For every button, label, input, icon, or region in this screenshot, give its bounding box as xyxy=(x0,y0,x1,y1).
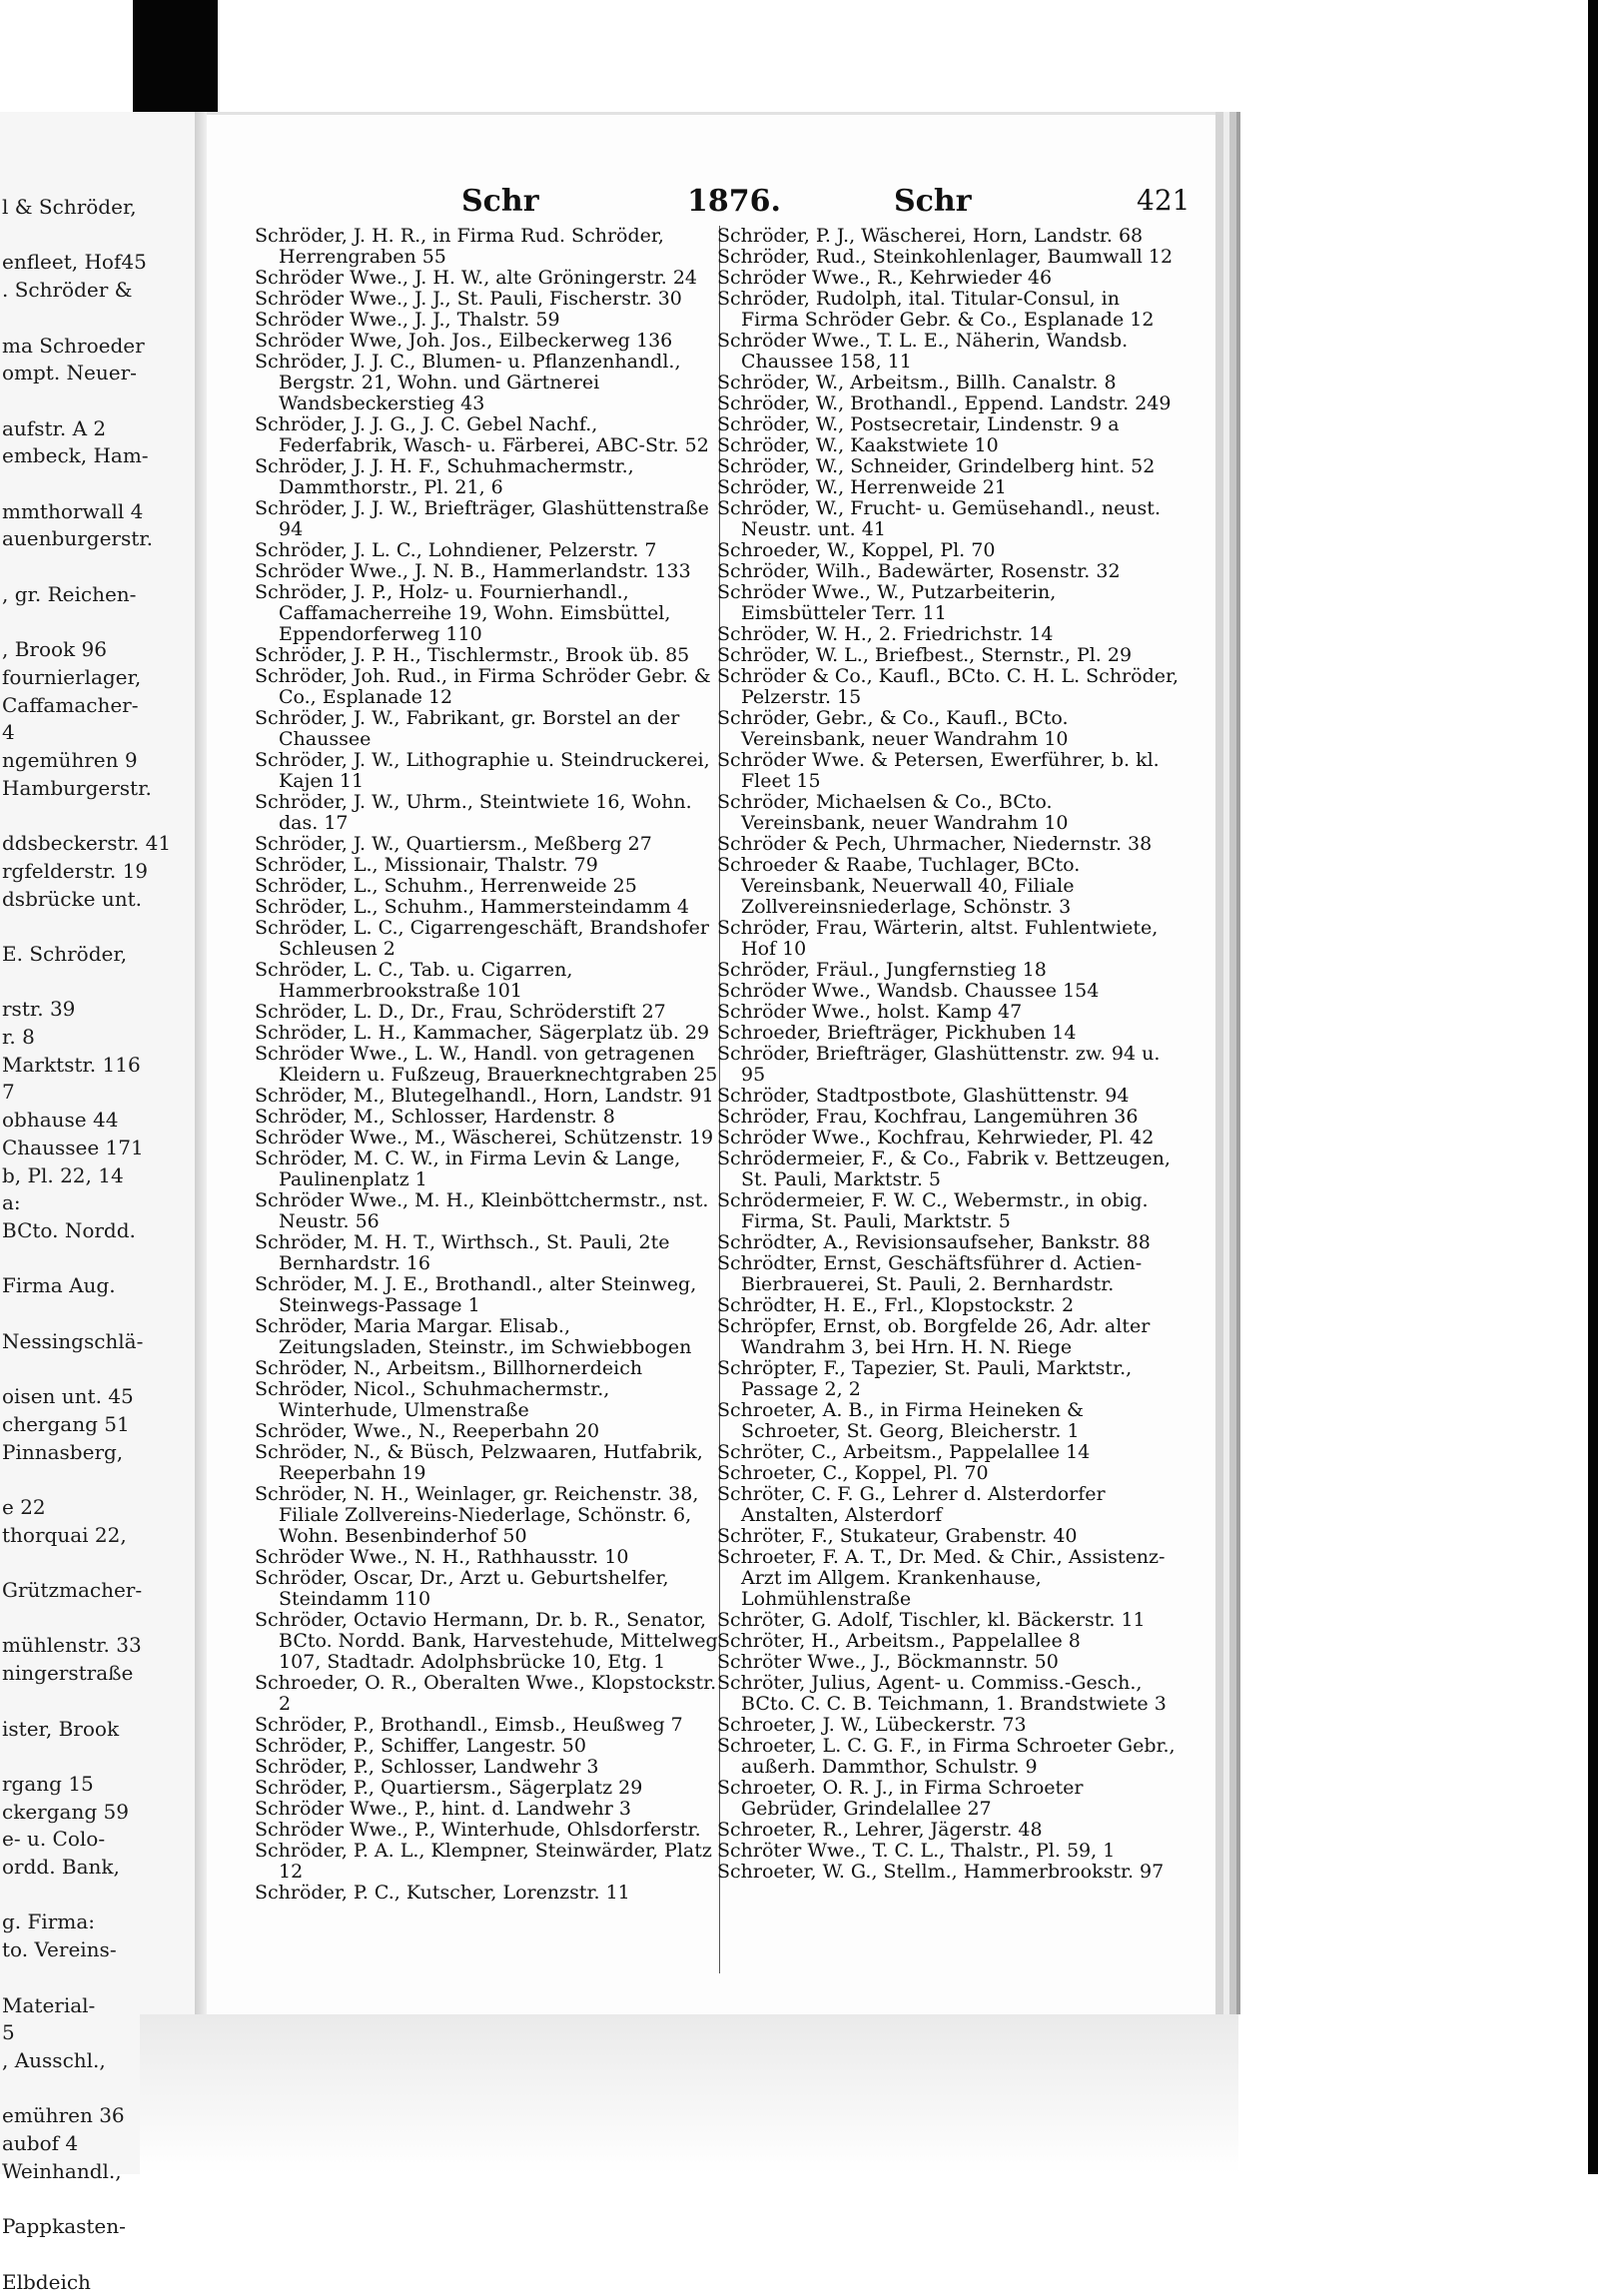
previous-page-line: embeck, Ham- xyxy=(2,443,149,468)
previous-page-line: Material- xyxy=(2,1992,96,2017)
page-edge-4 xyxy=(1236,112,1240,2014)
directory-entry: Schröder, L. C., Tab. u. Cigarren, Hammerbrookstraße 101 xyxy=(255,959,573,1002)
directory-entry: Schrödter, A., Revisionsaufseher, Bankstr. 88 xyxy=(717,1231,1151,1253)
directory-entry: Schroeter, A. B., in Firma Heineken & Schroeter, St. Georg, Bleicherstr. 1 xyxy=(717,1399,1084,1442)
directory-entry: Schröder Wwe., W., Putzarbeiterin, Eimsbütteler Terr. 11 xyxy=(717,581,1057,624)
directory-entry: Schröder, W., Herrenweide 21 xyxy=(717,476,1007,498)
previous-page-line: 5 xyxy=(2,2020,15,2045)
directory-entry: Schröder, Gebr., & Co., Kaufl., BCto. Vereinsbank, neuer Wandrahm 10 xyxy=(717,707,1069,750)
previous-page-line: Nessingschlä- xyxy=(2,1328,144,1353)
running-head-year: 1876. xyxy=(687,184,781,219)
previous-page-line: ckergang 59 xyxy=(2,1799,129,1824)
directory-entry: Schröder, Stadtpostbote, Glashüttenstr. 94 xyxy=(717,1085,1130,1107)
previous-page-line: aubof 4 xyxy=(2,2131,79,2155)
directory-entry: Schröder, W., Schneider, Grindelberg hint. 52 xyxy=(717,455,1156,477)
directory-entry: Schröder, M., Blutegelhandl., Horn, Landstr. 91 xyxy=(255,1085,714,1107)
previous-page-line: , gr. Reichen- xyxy=(2,581,137,606)
directory-entry: Schröder, J. P. H., Tischlermstr., Brook üb. 85 xyxy=(255,644,690,666)
directory-entry: Schroeter, R., Lehrer, Jägerstr. 48 xyxy=(717,1819,1043,1841)
directory-entry: Schröder, N., Arbeitsm., Billhornerdeich xyxy=(255,1357,643,1379)
directory-entry: Schröder Wwe., J. N. B., Hammerlandstr. 133 xyxy=(255,560,691,582)
directory-entry: Schröder, L. D., Dr., Frau, Schröderstift 27 xyxy=(255,1001,666,1023)
directory-entry: Schröder, Michaelsen & Co., BCto. Vereinsbank, neuer Wandrahm 10 xyxy=(717,791,1069,834)
directory-entry: Schröder Wwe., L. W., Handl. von getragenen Kleidern u. Fußzeug, Brauerknechtgraben 25 xyxy=(255,1043,718,1086)
previous-page-line: mühlenstr. 33 xyxy=(2,1633,142,1658)
previous-page-line: ompt. Neuer- xyxy=(2,361,137,385)
previous-page-line: e 22 xyxy=(2,1494,46,1519)
previous-page-line: BCto. Nordd. xyxy=(2,1217,136,1242)
directory-entry: Schröter, Julius, Agent- u. Commiss.-Gesch., BCto. C. C. B. Teichmann, 1. Brandstwiete 3 xyxy=(717,1672,1167,1715)
directory-entry: Schröder, Nicol., Schuhmachermstr., Winterhude, Ulmenstraße xyxy=(255,1378,610,1421)
directory-entry: Schröter, F., Stukateur, Grabenstr. 40 xyxy=(717,1525,1078,1547)
previous-page-line: obhause 44 xyxy=(2,1108,119,1133)
directory-entry: Schröder, M. C. W., in Firma Levin & Lange, Paulinenplatz 1 xyxy=(255,1148,681,1190)
directory-entry: Schröder, Frau, Kochfrau, Langemühren 36 xyxy=(717,1106,1139,1128)
directory-entry: Schröder, Frau, Wärterin, altst. Fuhlentwiete, Hof 10 xyxy=(717,917,1159,960)
directory-entry: Schröder, W., Arbeitsm., Billh. Canalstr. 8 xyxy=(717,372,1117,393)
directory-entry: Schröder, J. J. G., J. C. Gebel Nachf., Federfabrik, Wasch- u. Färberei, ABC-Str. 52 xyxy=(255,413,709,456)
previous-page-line: enfleet, Hof45 xyxy=(2,250,147,275)
directory-entry: Schröder, P. A. L., Klempner, Steinwärder, Platz 12 xyxy=(255,1840,712,1883)
directory-entry: Schröder Wwe., P., Winterhude, Ohlsdorferstr. xyxy=(255,1819,701,1841)
previous-page-line: chergang 51 xyxy=(2,1411,130,1436)
directory-entry: Schröder, P., Brothandl., Eimsb., Heußweg 7 xyxy=(255,1714,683,1736)
directory-entry: Schröder, L. H., Kammacher, Sägerplatz üb. 29 xyxy=(255,1022,710,1044)
previous-page-line: dsbrücke unt. xyxy=(2,886,142,911)
directory-entry: Schröder, Briefträger, Glashüttenstr. zw. 94 u. 95 xyxy=(717,1043,1161,1086)
previous-page-line: ningerstraße xyxy=(2,1661,134,1686)
directory-entry: Schröder, Oscar, Dr., Arzt u. Geburtshelfer, Steindamm 110 xyxy=(255,1567,669,1610)
previous-page-line: b, Pl. 22, 14 xyxy=(2,1162,124,1187)
directory-entry: Schroeter, F. A. T., Dr. Med. & Chir., Assistenz-Arzt im Allgem. Krankenhause, Lohmühlenstraße xyxy=(717,1546,1166,1610)
previous-page-line: Weinhandl., xyxy=(2,2158,122,2183)
previous-page-line: Pinnasberg, xyxy=(2,1439,124,1464)
directory-entry: Schröder, Wwe., N., Reeperbahn 20 xyxy=(255,1420,600,1442)
directory-entry: Schröder Wwe., Wandsb. Chaussee 154 xyxy=(717,980,1100,1002)
directory-entry: Schrödermeier, F. W. C., Webermstr., in obig. Firma, St. Pauli, Marktstr. 5 xyxy=(717,1189,1149,1232)
directory-entry: Schröder, J. L. C., Lohndiener, Pelzerstr. 7 xyxy=(255,539,657,561)
previous-page-line: Hamburgerstr. xyxy=(2,775,152,800)
previous-page-line: oisen unt. 45 xyxy=(2,1384,134,1409)
previous-page-line: fournierlager, xyxy=(2,664,142,689)
directory-entry: Schröder Wwe, Joh. Jos., Eilbeckerweg 136 xyxy=(255,330,673,352)
directory-entry: Schröder, W., Postsecretair, Lindenstr. 9 a xyxy=(717,413,1120,435)
directory-entry: Schröter, C. F. G., Lehrer d. Alsterdorfer Anstalten, Alsterdorf xyxy=(717,1483,1106,1526)
directory-entry: Schroeter, J. W., Lübeckerstr. 73 xyxy=(717,1714,1027,1736)
directory-entry: Schröder, J. W., Quartiersm., Meßberg 27 xyxy=(255,833,652,855)
previous-page-line: r. 8 xyxy=(2,1025,35,1049)
previous-page-fragment xyxy=(0,112,197,2294)
previous-page-line: rgang 15 xyxy=(2,1771,94,1796)
previous-page-line: to. Vereins- xyxy=(2,1937,117,1962)
running-head-right-keyword: Schr xyxy=(894,184,972,219)
previous-page-line: 4 xyxy=(2,720,15,745)
directory-entry: Schroeder, Briefträger, Pickhuben 14 xyxy=(717,1022,1077,1044)
directory-entry: Schröder, W., Kaakstwiete 10 xyxy=(717,434,999,456)
directory-entry: Schröder, N., & Büsch, Pelzwaaren, Hutfabrik, Reeperbahn 19 xyxy=(255,1441,703,1484)
page-edge-3 xyxy=(1229,112,1236,2014)
previous-page-line: Elbdeich xyxy=(2,2269,91,2294)
directory-entry: Schroeder, O. R., Oberalten Wwe., Klopstockstr. 2 xyxy=(255,1672,717,1715)
previous-page-line: ma Schroeder xyxy=(2,333,145,358)
directory-entry: Schröder Wwe., J. J., Thalstr. 59 xyxy=(255,309,560,331)
directory-entry: Schröder, N. H., Weinlager, gr. Reichenstr. 38, Filiale Zollvereins-Niederlage, Schönstr. 6, Wohn. Besenbinderhof 50 xyxy=(255,1483,699,1547)
previous-page-line: Marktstr. 116 xyxy=(2,1052,141,1077)
directory-entry: Schröder, J. J. H. F., Schuhmachermstr., Dammthorstr., Pl. 21, 6 xyxy=(255,455,634,498)
directory-entry: Schröder, W. H., 2. Friedrichstr. 14 xyxy=(717,623,1054,645)
directory-entry: Schröder, M. J. E., Brothandl., alter Steinweg, Steinwegs-Passage 1 xyxy=(255,1273,697,1316)
previous-page-line: Chaussee 171 xyxy=(2,1135,144,1159)
directory-entry: Schröder Wwe., T. L. E., Näherin, Wandsb. Chaussee 158, 11 xyxy=(717,330,1129,373)
directory-entry: Schröder, P., Schiffer, Langestr. 50 xyxy=(255,1735,586,1757)
directory-entry: Schröder, L. C., Cigarrengeschäft, Brandshofer Schleusen 2 xyxy=(255,917,709,960)
previous-page-line: Firma Aug. xyxy=(2,1273,116,1298)
directory-entry: Schrödter, Ernst, Geschäftsführer d. Actien-Bierbrauerei, St. Pauli, 2. Bernhardstr. xyxy=(717,1252,1143,1295)
previous-page-line: a: xyxy=(2,1190,21,1215)
directory-entry: Schröder, Octavio Hermann, Dr. b. R., Senator, BCto. Nordd. Bank, Harvestehude, Mittelweg 107, Stadtadr. Adolphsbrücke 10, Etg. 1 xyxy=(255,1609,718,1673)
directory-entry: Schröder, W., Brothandl., Eppend. Landstr. 249 xyxy=(717,392,1172,414)
directory-entry: Schröder, P. C., Kutscher, Lorenzstr. 11 xyxy=(255,1882,630,1904)
directory-entry: Schröter Wwe., J., Böckmannstr. 50 xyxy=(717,1651,1059,1673)
previous-page-line: ngemühren 9 xyxy=(2,748,138,772)
directory-entry: Schröter, C., Arbeitsm., Pappelallee 14 xyxy=(717,1441,1091,1463)
previous-page-line: emühren 36 xyxy=(2,2103,125,2128)
directory-entry: Schröder, Rudolph, ital. Titular-Consul, in Firma Schröder Gebr. & Co., Esplanade 12 xyxy=(717,288,1155,331)
page-edge-1 xyxy=(1215,112,1223,2014)
directory-entry: Schröder, J. J. W., Briefträger, Glashüttenstraße 94 xyxy=(255,497,709,540)
directory-entry: Schröder, Joh. Rud., in Firma Schröder Gebr. & Co., Esplanade 12 xyxy=(255,665,711,708)
directory-entry: Schröder, W. L., Briefbest., Sternstr., Pl. 29 xyxy=(717,644,1133,666)
directory-entry: Schröder Wwe., J. J., St. Pauli, Fischerstr. 30 xyxy=(255,288,682,310)
directory-entry: Schröder, L., Schuhm., Hammersteindamm 4 xyxy=(255,896,689,918)
directory-entry: Schrödermeier, F., & Co., Fabrik v. Bettzeugen, St. Pauli, Marktstr. 5 xyxy=(717,1148,1171,1190)
directory-entry: Schröder, Rud., Steinkohlenlager, Baumwall 12 xyxy=(717,246,1174,268)
directory-entry: Schröder, P. J., Wäscherei, Horn, Landstr. 68 xyxy=(717,225,1144,247)
previous-page-line: 7 xyxy=(2,1080,15,1105)
directory-entry: Schroeder & Raabe, Tuchlager, BCto. Vereinsbank, Neuerwall 40, Filiale Zollvereinsniederlage, Schönstr. 3 xyxy=(717,854,1081,918)
directory-entry: Schroeter, O. R. J., in Firma Schroeter Gebrüder, Grindelallee 27 xyxy=(717,1777,1084,1820)
directory-entry: Schröder & Co., Kaufl., BCto. C. H. L. Schröder, Pelzerstr. 15 xyxy=(717,665,1180,708)
previous-page-line: l & Schröder, xyxy=(2,195,137,219)
directory-entry: Schröder Wwe. & Petersen, Ewerführer, b. kl. Fleet 15 xyxy=(717,749,1160,792)
directory-entry: Schroeter, W. G., Stellm., Hammerbrookstr. 97 xyxy=(717,1861,1165,1883)
directory-entry: Schröder Wwe., J. H. W., alte Gröningerstr. 24 xyxy=(255,267,697,289)
previous-page-line: E. Schröder, xyxy=(2,941,128,966)
directory-entry: Schröder, J. W., Fabrikant, gr. Borstel an der Chaussee xyxy=(255,707,680,750)
directory-entry: Schröder, M., Schlosser, Hardenstr. 8 xyxy=(255,1106,615,1128)
directory-entry: Schröder, J. H. R., in Firma Rud. Schröder, Herrengraben 55 xyxy=(255,225,664,268)
directory-entry: Schröder Wwe., M., Wäscherei, Schützenstr. 19 xyxy=(255,1127,714,1148)
right-column-entries xyxy=(717,226,1182,1883)
previous-page-line: Grützmacher- xyxy=(2,1578,143,1602)
previous-page-line: mmthorwall 4 xyxy=(2,498,144,523)
directory-entry: Schroeder, W., Koppel, Pl. 70 xyxy=(717,539,996,561)
directory-entry: Schröpter, F., Tapezier, St. Pauli, Marktstr., Passage 2, 2 xyxy=(717,1357,1133,1400)
running-head-left-keyword: Schr xyxy=(461,184,539,219)
directory-entry: Schröder, Maria Margar. Elisab., Zeitungsladen, Steinstr., im Schwiebbogen xyxy=(255,1315,692,1358)
directory-entry: Schröder, J. W., Lithographie u. Steindruckerei, Kajen 11 xyxy=(255,749,710,792)
left-column-entries xyxy=(255,226,719,1904)
scan-bar-top xyxy=(133,0,218,112)
scan-bar-right xyxy=(1588,0,1598,2174)
previous-page-line: , Ausschl., xyxy=(2,2047,106,2072)
previous-page-line: auenburgerstr. xyxy=(2,526,153,551)
previous-page-line: g. Firma: xyxy=(2,1910,95,1934)
directory-entry: Schrödter, H. E., Frl., Klopstockstr. 2 xyxy=(717,1294,1075,1316)
directory-entry: Schröder Wwe., Kochfrau, Kehrwieder, Pl. 42 xyxy=(717,1127,1155,1148)
directory-entry: Schröder, L., Schuhm., Herrenweide 25 xyxy=(255,875,637,897)
previous-page-line: Pappkasten- xyxy=(2,2214,126,2239)
lower-margin-shadow xyxy=(140,2014,1238,2174)
directory-entry: Schröder Wwe., M. H., Kleinböttchermstr., nst. Neustr. 56 xyxy=(255,1189,709,1232)
directory-entry: Schröter, G. Adolf, Tischler, kl. Bäckerstr. 11 xyxy=(717,1609,1146,1631)
directory-entry: Schröder, J. P., Holz- u. Fournierhandl., Caffamacherreihe 19, Wohn. Eimsbüttel, Eppendorferweg 110 xyxy=(255,581,671,645)
directory-entry: Schröder Wwe., N. H., Rathhausstr. 10 xyxy=(255,1546,629,1568)
directory-entry: Schroeter, C., Koppel, Pl. 70 xyxy=(717,1462,989,1484)
previous-page-line: rgfelderstr. 19 xyxy=(2,858,149,883)
previous-page-line: ddsbeckerstr. 41 xyxy=(2,831,172,856)
previous-page-line: . Schröder & xyxy=(2,278,133,303)
directory-entry: Schröder Wwe., P., hint. d. Landwehr 3 xyxy=(255,1798,631,1820)
directory-entry: Schröpfer, Ernst, ob. Borgfelde 26, Adr. alter Wandrahm 3, bei Hrn. H. N. Riege xyxy=(717,1315,1151,1358)
previous-page-line: ordd. Bank, xyxy=(2,1855,120,1879)
directory-entry: Schröder, J. W., Uhrm., Steintwiete 16, Wohn. das. 17 xyxy=(255,791,692,834)
directory-entry: Schroeter, L. C. G. F., in Firma Schroeter Gebr., außerh. Dammthor, Schulstr. 9 xyxy=(717,1735,1176,1778)
directory-entry: Schröder Wwe., R., Kehrwieder 46 xyxy=(717,267,1053,289)
directory-entry: Schröder, P., Quartiersm., Sägerplatz 29 xyxy=(255,1777,643,1799)
directory-entry: Schröder, L., Missionair, Thalstr. 79 xyxy=(255,854,598,876)
directory-entry: Schröder, Wilh., Badewärter, Rosenstr. 32 xyxy=(717,560,1121,582)
directory-entry: Schröder, W., Frucht- u. Gemüsehandl., neust. Neustr. unt. 41 xyxy=(717,497,1161,540)
previous-page-line: ister, Brook xyxy=(2,1716,120,1741)
previous-page-line: aufstr. A 2 xyxy=(2,415,107,440)
directory-entry: Schröder & Pech, Uhrmacher, Niedernstr. 38 xyxy=(717,833,1153,855)
directory-entry: Schröder, J. J. C., Blumen- u. Pflanzenhandl., Bergstr. 21, Wohn. und Gärtnerei Wandsbeckerstieg 43 xyxy=(255,351,681,414)
directory-entry: Schröter Wwe., T. C. L., Thalstr., Pl. 59, 1 xyxy=(717,1840,1116,1862)
previous-page-line: rstr. 39 xyxy=(2,997,76,1022)
directory-entry: Schröder Wwe., holst. Kamp 47 xyxy=(717,1001,1023,1023)
directory-entry: Schröter, H., Arbeitsm., Pappelallee 8 xyxy=(717,1630,1081,1652)
page-number: 421 xyxy=(1137,184,1191,217)
directory-entry: Schröder, M. H. T., Wirthsch., St. Pauli, 2te Bernhardstr. 16 xyxy=(255,1231,670,1274)
directory-entry: Schröder, Fräul., Jungfernstieg 18 xyxy=(717,959,1047,981)
previous-page-line: Caffamacher- xyxy=(2,692,139,717)
book-gutter xyxy=(195,112,207,2174)
previous-page-line: thorquai 22, xyxy=(2,1522,127,1547)
previous-page-line: e- u. Colo- xyxy=(2,1827,106,1852)
previous-page-line: , Brook 96 xyxy=(2,637,107,662)
directory-entry: Schröder, P., Schlosser, Landwehr 3 xyxy=(255,1756,599,1778)
